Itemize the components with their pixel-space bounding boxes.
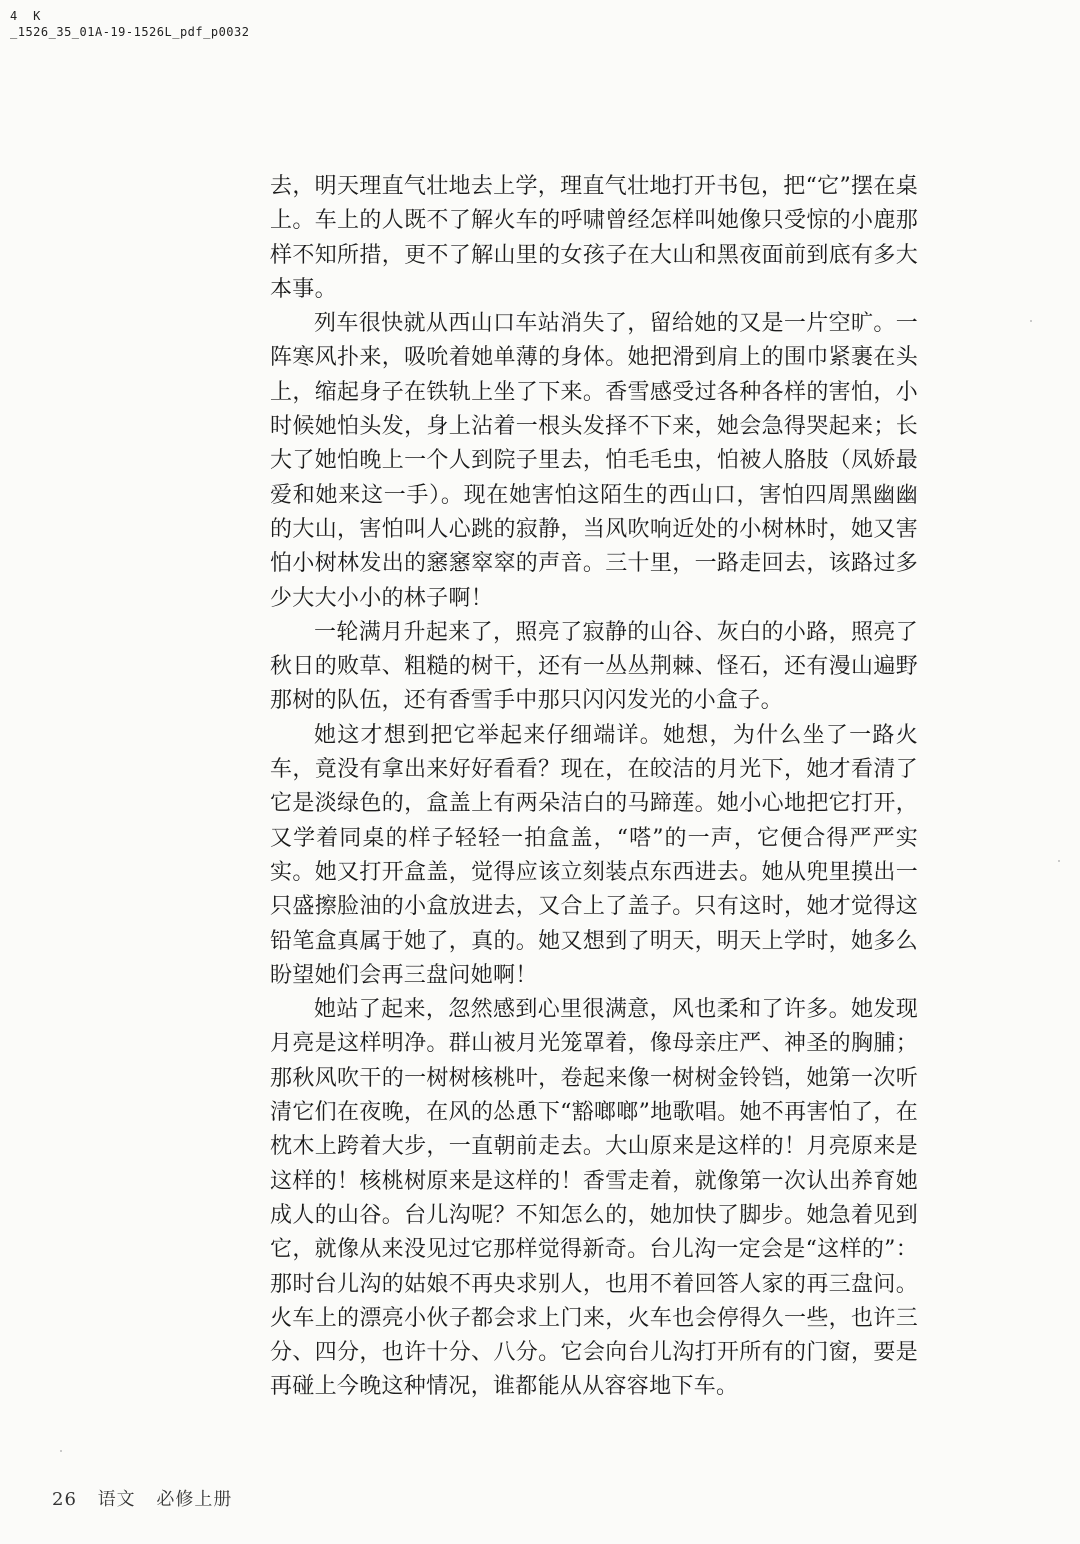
paragraph-4: 她这才想到把它举起来仔细端详。她想，为什么坐了一路火车，竟没有拿出来好好看看？现在，在皎洁的月光下，她才看清了它是淡绿色的，盒盖上有两朵洁白的马蹄莲。她小心地把它打开，又学着同桌的样子轻轻一拍盒盖，“嗒”的一声，它便合得严严实实。她又打开盒盖，觉得应该立刻装点东西进去。她从兜里摸出一只盛擦脸油的小盒放进去，又合上了盖子。只有这时，她才觉得这铅笔盒真属于她了，真的。她又想到了明天，明天上学时，她多么盼望她们会再三盘问她啊！ bbox=[270, 722, 918, 988]
page-footer bbox=[52, 1488, 246, 1512]
scan-header-mark: 4 K bbox=[10, 9, 41, 23]
scan-file-id: _1526_35_01A-19-1526L_pdf_p0032 bbox=[10, 25, 250, 39]
scan-speckle bbox=[60, 1450, 62, 1452]
footer-subject: 语文 bbox=[97, 1489, 136, 1510]
scan-header bbox=[10, 8, 249, 40]
page-number: 26 bbox=[52, 1489, 77, 1510]
page-body bbox=[270, 170, 918, 1405]
scan-speckle bbox=[1030, 320, 1032, 322]
scan-speckle bbox=[1058, 860, 1060, 862]
paragraph-3: 一轮满月升起来了，照亮了寂静的山谷、灰白的小路，照亮了秋日的败草、粗糙的树干，还有一丛丛荆棘、怪石，还有漫山遍野那树的队伍，还有香雪手中那只闪闪发光的小盒子。 bbox=[270, 619, 918, 714]
paragraph-5: 她站了起来，忽然感到心里很满意，风也柔和了许多。她发现月亮是这样明净。群山被月光笼罩着，像母亲庄严、神圣的胸脯；那秋风吹干的一树树核桃叶，卷起来像一树树金铃铛，她第一次听清它们在夜晚，在风的怂恿下“豁啷啷”地歌唱。她不再害怕了，在枕木上跨着大步，一直朝前走去。大山原来是这样的！月亮原来是这样的！核桃树原来是这样的！香雪走着，就像第一次认出养育她成人的山谷。台儿沟呢？不知怎么的，她加快了脚步。她急着见到它，就像从来没见过它那样觉得新奇。台儿沟一定会是“这样的”：那时台儿沟的姑娘不再央求别人，也用不着回答人家的再三盘问。火车上的漂亮小伙子都会求上门来，火车也会停得久一些，也许三分、四分，也许十分、八分。它会向台儿沟打开所有的门窗，要是再碰上今晚这种情况，谁都能从从容容地下车。 bbox=[270, 997, 918, 1400]
paragraph-2: 列车很快就从西山口车站消失了，留给她的又是一片空旷。一阵寒风扑来，吸吮着她单薄的身体。她把滑到肩上的围巾紧裹在头上，缩起身子在铁轨上坐了下来。香雪感受过各种各样的害怕，小时候她怕头发，身上沾着一根头发择不下来，她会急得哭起来；长大了她怕晚上一个人到院子里去，怕毛毛虫，怕被人胳肢（凤娇最爱和她来这一手）。现在她害怕这陌生的西山口，害怕四周黑幽幽的大山，害怕叫人心跳的寂静，当风吹响近处的小树林时，她又害怕小树林发出的窸窸窣窣的声音。三十里，一路走回去，该路过多少大大小小的林子啊！ bbox=[270, 311, 918, 611]
footer-volume: 必修上册 bbox=[156, 1489, 233, 1510]
paragraph-1: 去，明天理直气壮地去上学，理直气壮地打开书包，把“它”摆在桌上。车上的人既不了解火车的呼啸曾经怎样叫她像只受惊的小鹿那样不知所措，更不了解山里的女孩子在大山和黑夜面前到底有多大本事。 bbox=[270, 174, 918, 302]
